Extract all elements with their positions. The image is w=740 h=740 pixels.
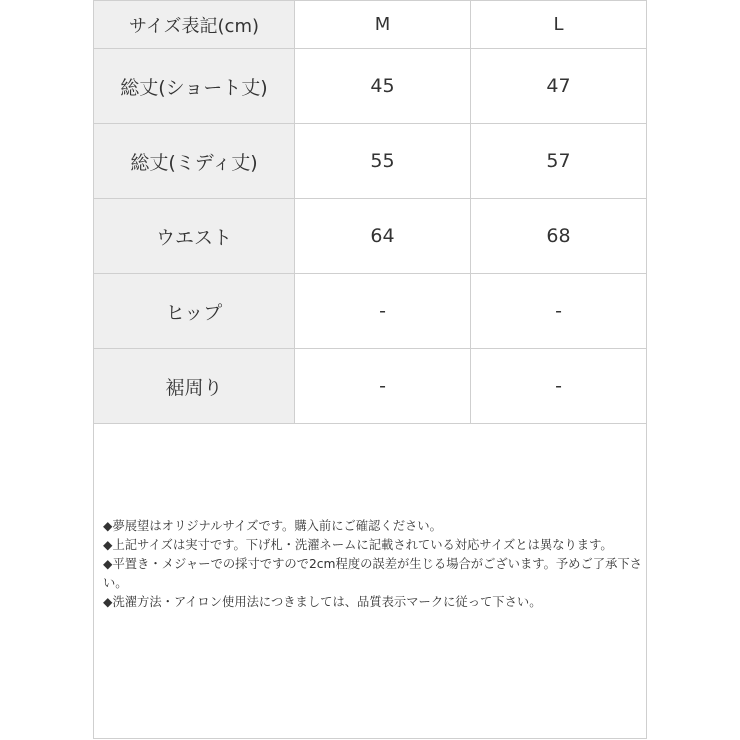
row-label: ヒップ	[94, 274, 295, 349]
row-label: ウエスト	[94, 199, 295, 274]
notes-list	[103, 517, 643, 612]
column-header-m: M	[295, 1, 471, 49]
note-item: ◆洗濯方法・アイロン使用法につきましては、品質表示マークに従って下さい。	[103, 595, 542, 609]
table-row	[94, 199, 647, 274]
cell-value: 47	[471, 49, 647, 124]
cell-value: 68	[471, 199, 647, 274]
table-row	[94, 274, 647, 349]
row-label: 総丈(ショート丈)	[94, 49, 295, 124]
row-label: 裾周り	[94, 349, 295, 424]
size-table	[93, 0, 647, 424]
note-item: ◆夢展望はオリジナルサイズです。購入前にご確認ください。	[103, 519, 442, 533]
cell-value: 55	[295, 124, 471, 199]
table-row	[94, 49, 647, 124]
cell-value: -	[471, 274, 647, 349]
column-header-l: L	[471, 1, 647, 49]
table-row	[94, 124, 647, 199]
cell-value: 57	[471, 124, 647, 199]
header-label: サイズ表記(cm)	[94, 1, 295, 49]
cell-value: -	[471, 349, 647, 424]
note-item: ◆上記サイズは実寸です。下げ札・洗濯ネームに記載されている対応サイズとは異なります。	[103, 538, 613, 552]
note-item: ◆平置き・メジャーでの採寸ですので2cm程度の誤差が生じる場合がございます。予めご了承下さい。	[103, 557, 642, 590]
cell-value: -	[295, 349, 471, 424]
table-row	[94, 349, 647, 424]
cell-value: -	[295, 274, 471, 349]
row-label: 総丈(ミディ丈)	[94, 124, 295, 199]
cell-value: 64	[295, 199, 471, 274]
cell-value: 45	[295, 49, 471, 124]
table-header-row	[94, 1, 647, 49]
